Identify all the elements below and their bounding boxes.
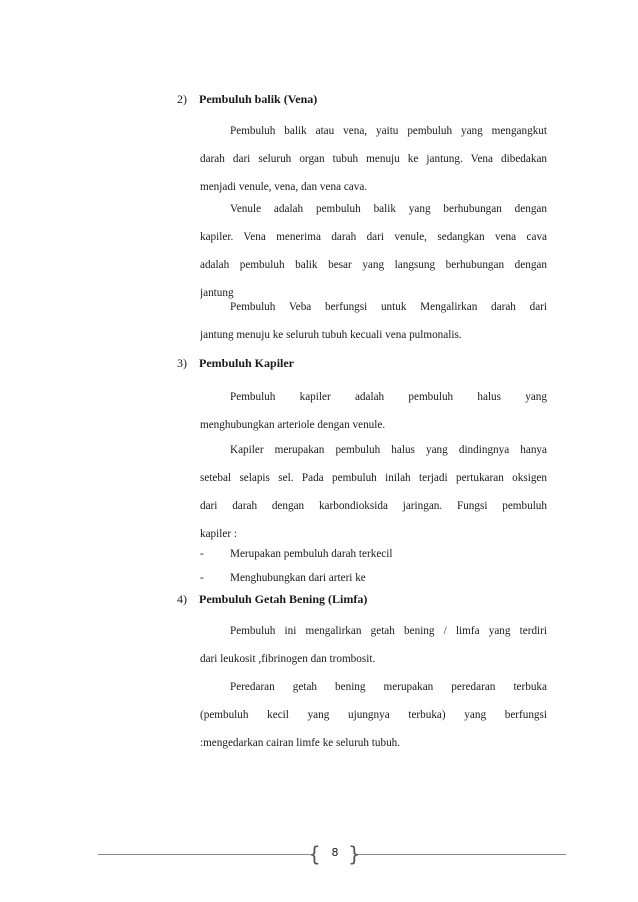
text-line: setebal selapis sel. Pada pembuluh inilah terjadi pertukaran oksigen	[200, 472, 547, 484]
text-line: kapiler :	[200, 528, 237, 540]
paragraph	[200, 386, 547, 442]
list-item-text: Merupakan pembuluh darah terkecil	[230, 548, 393, 560]
section-title: Pembuluh Getah Bening (Limfa)	[199, 592, 368, 606]
text-line: menghubungkan arteriole dengan venule.	[200, 419, 386, 431]
text-line: dari leukosit ,fibrinogen dan trombosit.	[200, 653, 376, 665]
bullet-dash: -	[200, 572, 204, 584]
text-line: kapiler. Vena menerima darah dari venule, sedangkan vena cava	[200, 231, 547, 243]
section-heading-kapiler	[177, 356, 294, 371]
text-line: adalah pembuluh balik besar yang langsung berhubungan dengan	[200, 259, 547, 271]
paragraph	[200, 620, 547, 676]
footer-rule-left	[98, 854, 310, 855]
list-item	[200, 567, 366, 589]
text-line: Pembuluh ini mengalirkan getah bening / limfa yang terdiri	[230, 625, 547, 637]
section-number: 2)	[177, 92, 187, 106]
bullet-dash: -	[200, 548, 204, 560]
text-line: dari darah dengan karbondioksida jaringan. Fungsi pembuluh	[200, 500, 547, 512]
text-line: (pembuluh kecil yang ujungnya terbuka) yang berfungsi	[200, 709, 547, 721]
section-heading-limfa	[177, 592, 367, 607]
footer-bracket-left: {	[308, 842, 321, 866]
paragraph	[200, 198, 547, 310]
text-line: Pembuluh Veba berfungsi untuk Mengalirkan darah dari	[230, 301, 547, 313]
paragraph	[200, 296, 547, 352]
section-title: Pembuluh Kapiler	[199, 356, 295, 370]
text-line: Pembuluh kapiler adalah pembuluh halus yang	[230, 391, 547, 403]
section-title: Pembuluh balik (Vena)	[199, 92, 318, 106]
footer-rule-right	[358, 854, 566, 855]
page-number: 8	[331, 846, 339, 859]
text-line: Venule adalah pembuluh balik yang berhubungan dengan	[230, 203, 547, 215]
section-heading-vena	[177, 92, 317, 107]
text-line: menjadi venule, vena, dan vena cava.	[200, 181, 368, 193]
text-line: Peredaran getah bening merupakan peredaran terbuka	[230, 681, 547, 693]
paragraph	[200, 120, 547, 204]
footer-bracket-right: }	[348, 842, 361, 866]
list-item	[200, 543, 392, 565]
section-number: 3)	[177, 356, 187, 370]
text-line: darah dari seluruh organ tubuh menuju ke jantung. Vena dibedakan	[200, 153, 547, 165]
paragraph	[200, 676, 547, 760]
paragraph	[200, 439, 547, 551]
text-line: jantung menuju ke seluruh tubuh kecuali vena pulmonalis.	[200, 329, 462, 341]
text-line: Kapiler merupakan pembuluh halus yang dindingnya hanya	[230, 444, 547, 456]
section-number: 4)	[177, 592, 187, 606]
text-line: Pembuluh balik atau vena, yaitu pembuluh yang mengangkut	[230, 125, 547, 137]
text-line: :mengedarkan cairan limfe ke seluruh tubuh.	[200, 737, 401, 749]
text-line: jantung	[200, 287, 234, 299]
list-item-text: Menghubungkan dari arteri ke	[230, 572, 366, 584]
